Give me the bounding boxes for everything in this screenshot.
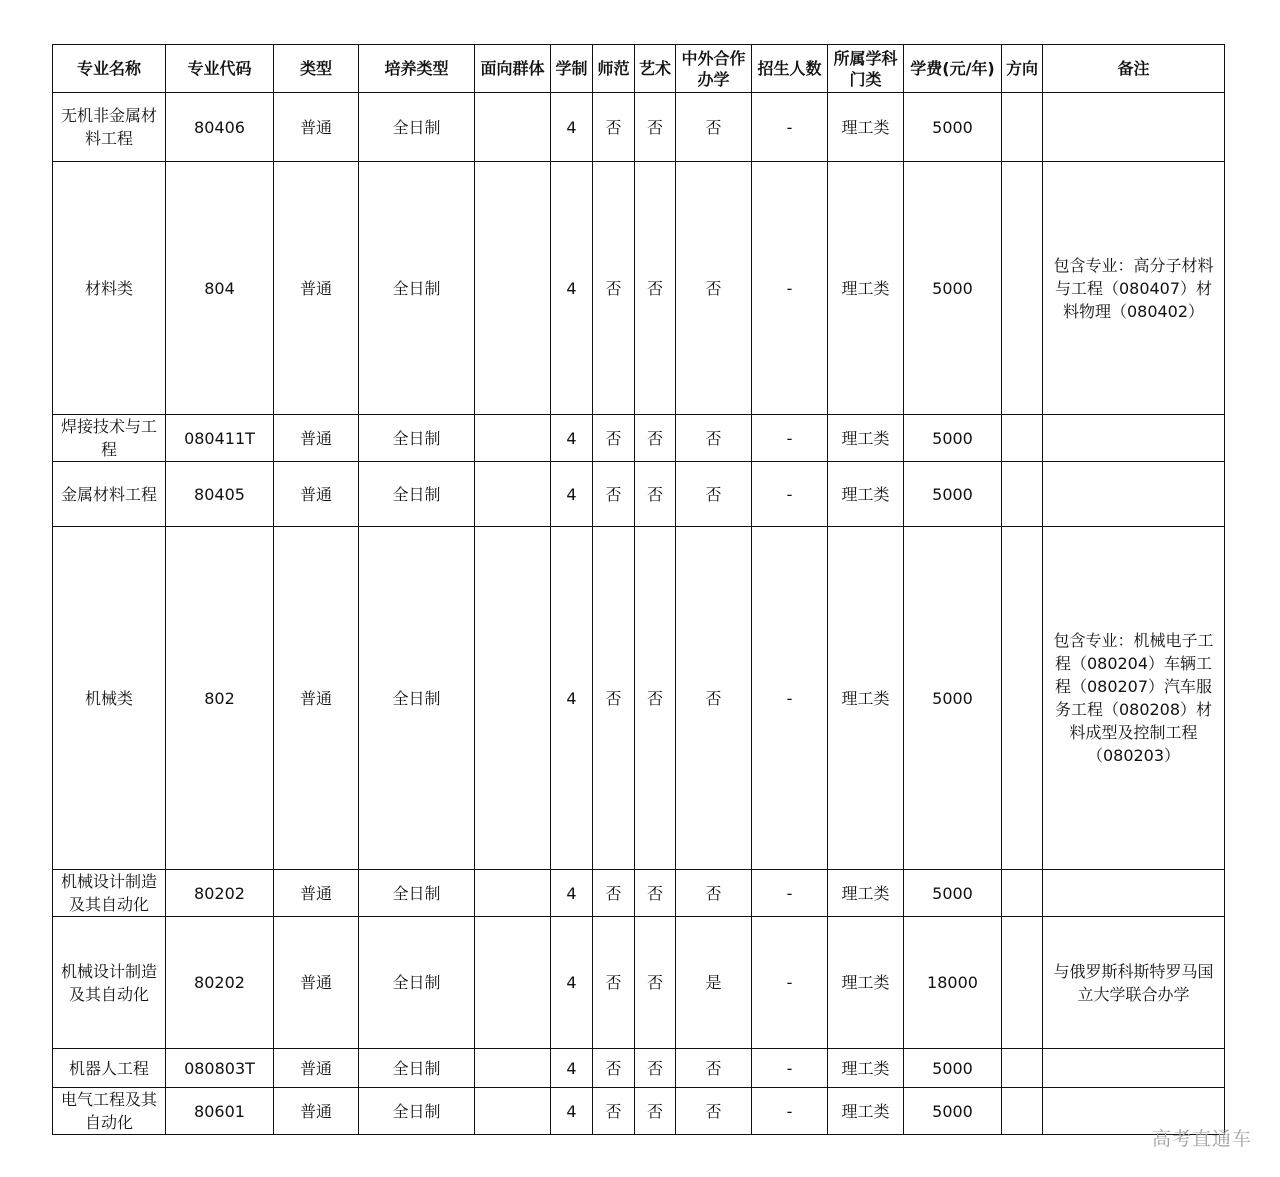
cell-enrollment: - (752, 527, 828, 870)
cell-normal-school: 否 (593, 1049, 635, 1088)
cell-major-code: 80202 (166, 870, 274, 917)
cell-major-name: 无机非金属材料工程 (53, 93, 166, 162)
cell-enrollment: - (752, 1088, 828, 1135)
cell-normal-school: 否 (593, 93, 635, 162)
cell-major-name: 金属材料工程 (53, 462, 166, 527)
cell-direction (1002, 527, 1043, 870)
cell-duration: 4 (551, 870, 593, 917)
table-row (53, 917, 1225, 1049)
cell-major-code: 80601 (166, 1088, 274, 1135)
cell-remarks: 包含专业：高分子材料与工程（080407）材料物理（080402） (1043, 162, 1225, 415)
cell-target-group (475, 527, 551, 870)
cell-joint-program: 否 (676, 415, 752, 462)
cell-direction (1002, 1088, 1043, 1135)
cell-major-code: 80405 (166, 462, 274, 527)
majors-table (52, 44, 1225, 1135)
cell-remarks (1043, 870, 1225, 917)
cell-duration: 4 (551, 527, 593, 870)
cell-major-name: 机械设计制造及其自动化 (53, 917, 166, 1049)
cell-duration: 4 (551, 462, 593, 527)
cell-type: 普通 (274, 93, 359, 162)
cell-joint-program: 否 (676, 93, 752, 162)
cell-tuition: 5000 (904, 462, 1002, 527)
cell-direction (1002, 93, 1043, 162)
cell-art: 否 (635, 415, 676, 462)
cell-type: 普通 (274, 1049, 359, 1088)
cell-major-name: 电气工程及其自动化 (53, 1088, 166, 1135)
cell-discipline: 理工类 (828, 415, 904, 462)
header-enrollment: 招生人数 (752, 45, 828, 93)
cell-target-group (475, 93, 551, 162)
cell-training-type: 全日制 (359, 1049, 475, 1088)
cell-target-group (475, 1049, 551, 1088)
cell-remarks (1043, 415, 1225, 462)
cell-training-type: 全日制 (359, 917, 475, 1049)
header-discipline: 所属学科门类 (828, 45, 904, 93)
cell-type: 普通 (274, 917, 359, 1049)
header-major-name: 专业名称 (53, 45, 166, 93)
cell-enrollment: - (752, 1049, 828, 1088)
cell-major-name: 焊接技术与工程 (53, 415, 166, 462)
cell-normal-school: 否 (593, 162, 635, 415)
cell-duration: 4 (551, 917, 593, 1049)
cell-target-group (475, 415, 551, 462)
cell-art: 否 (635, 527, 676, 870)
cell-direction (1002, 462, 1043, 527)
cell-discipline: 理工类 (828, 527, 904, 870)
cell-type: 普通 (274, 162, 359, 415)
cell-major-name: 机器人工程 (53, 1049, 166, 1088)
header-remarks: 备注 (1043, 45, 1225, 93)
header-tuition: 学费(元/年) (904, 45, 1002, 93)
cell-normal-school: 否 (593, 415, 635, 462)
cell-training-type: 全日制 (359, 1088, 475, 1135)
cell-type: 普通 (274, 527, 359, 870)
cell-remarks (1043, 462, 1225, 527)
cell-training-type: 全日制 (359, 527, 475, 870)
cell-enrollment: - (752, 93, 828, 162)
header-training-type: 培养类型 (359, 45, 475, 93)
cell-training-type: 全日制 (359, 93, 475, 162)
cell-discipline: 理工类 (828, 1049, 904, 1088)
header-type: 类型 (274, 45, 359, 93)
cell-joint-program: 否 (676, 162, 752, 415)
cell-discipline: 理工类 (828, 917, 904, 1049)
cell-target-group (475, 870, 551, 917)
cell-duration: 4 (551, 1088, 593, 1135)
cell-art: 否 (635, 1088, 676, 1135)
table-row (53, 415, 1225, 462)
header-joint-program: 中外合作办学 (676, 45, 752, 93)
cell-tuition: 18000 (904, 917, 1002, 1049)
cell-remarks: 与俄罗斯科斯特罗马国立大学联合办学 (1043, 917, 1225, 1049)
cell-remarks: 包含专业：机械电子工程（080204）车辆工程（080207）汽车服务工程（080208）材料成型及控制工程（080203） (1043, 527, 1225, 870)
cell-discipline: 理工类 (828, 93, 904, 162)
cell-enrollment: - (752, 462, 828, 527)
cell-discipline: 理工类 (828, 462, 904, 527)
table-row (53, 462, 1225, 527)
cell-major-name: 机械类 (53, 527, 166, 870)
cell-tuition: 5000 (904, 415, 1002, 462)
header-major-code: 专业代码 (166, 45, 274, 93)
cell-major-code: 804 (166, 162, 274, 415)
cell-joint-program: 否 (676, 1088, 752, 1135)
cell-discipline: 理工类 (828, 162, 904, 415)
cell-major-code: 080411T (166, 415, 274, 462)
cell-art: 否 (635, 162, 676, 415)
cell-direction (1002, 870, 1043, 917)
cell-training-type: 全日制 (359, 870, 475, 917)
cell-tuition: 5000 (904, 870, 1002, 917)
cell-discipline: 理工类 (828, 870, 904, 917)
header-duration: 学制 (551, 45, 593, 93)
header-art: 艺术 (635, 45, 676, 93)
cell-training-type: 全日制 (359, 415, 475, 462)
cell-joint-program: 是 (676, 917, 752, 1049)
cell-direction (1002, 1049, 1043, 1088)
cell-normal-school: 否 (593, 917, 635, 1049)
cell-major-code: 80202 (166, 917, 274, 1049)
table-row (53, 162, 1225, 415)
header-row (53, 45, 1225, 93)
cell-art: 否 (635, 462, 676, 527)
cell-direction (1002, 415, 1043, 462)
cell-major-name: 材料类 (53, 162, 166, 415)
cell-major-code: 80406 (166, 93, 274, 162)
cell-normal-school: 否 (593, 462, 635, 527)
cell-type: 普通 (274, 415, 359, 462)
table-row (53, 527, 1225, 870)
cell-direction (1002, 917, 1043, 1049)
cell-target-group (475, 917, 551, 1049)
cell-normal-school: 否 (593, 527, 635, 870)
table-row (53, 870, 1225, 917)
cell-tuition: 5000 (904, 93, 1002, 162)
cell-target-group (475, 1088, 551, 1135)
cell-joint-program: 否 (676, 527, 752, 870)
cell-art: 否 (635, 93, 676, 162)
cell-enrollment: - (752, 870, 828, 917)
table-row (53, 1049, 1225, 1088)
cell-art: 否 (635, 870, 676, 917)
cell-target-group (475, 162, 551, 415)
cell-major-code: 802 (166, 527, 274, 870)
cell-normal-school: 否 (593, 870, 635, 917)
cell-art: 否 (635, 917, 676, 1049)
table-row (53, 1088, 1225, 1135)
cell-training-type: 全日制 (359, 162, 475, 415)
cell-tuition: 5000 (904, 1049, 1002, 1088)
cell-training-type: 全日制 (359, 462, 475, 527)
cell-enrollment: - (752, 162, 828, 415)
cell-tuition: 5000 (904, 527, 1002, 870)
cell-duration: 4 (551, 162, 593, 415)
cell-discipline: 理工类 (828, 1088, 904, 1135)
table-body (53, 93, 1225, 1135)
cell-type: 普通 (274, 1088, 359, 1135)
cell-enrollment: - (752, 917, 828, 1049)
cell-joint-program: 否 (676, 462, 752, 527)
cell-direction (1002, 162, 1043, 415)
cell-normal-school: 否 (593, 1088, 635, 1135)
header-target-group: 面向群体 (475, 45, 551, 93)
table-row (53, 93, 1225, 162)
cell-tuition: 5000 (904, 162, 1002, 415)
cell-tuition: 5000 (904, 1088, 1002, 1135)
cell-joint-program: 否 (676, 870, 752, 917)
cell-major-name: 机械设计制造及其自动化 (53, 870, 166, 917)
cell-remarks (1043, 1049, 1225, 1088)
watermark-text: 高考直通车 (1151, 1128, 1252, 1150)
cell-art: 否 (635, 1049, 676, 1088)
cell-remarks (1043, 93, 1225, 162)
header-direction: 方向 (1002, 45, 1043, 93)
cell-major-code: 080803T (166, 1049, 274, 1088)
cell-duration: 4 (551, 415, 593, 462)
header-normal-school: 师范 (593, 45, 635, 93)
cell-type: 普通 (274, 870, 359, 917)
cell-enrollment: - (752, 415, 828, 462)
cell-type: 普通 (274, 462, 359, 527)
cell-target-group (475, 462, 551, 527)
cell-joint-program: 否 (676, 1049, 752, 1088)
cell-duration: 4 (551, 1049, 593, 1088)
cell-duration: 4 (551, 93, 593, 162)
